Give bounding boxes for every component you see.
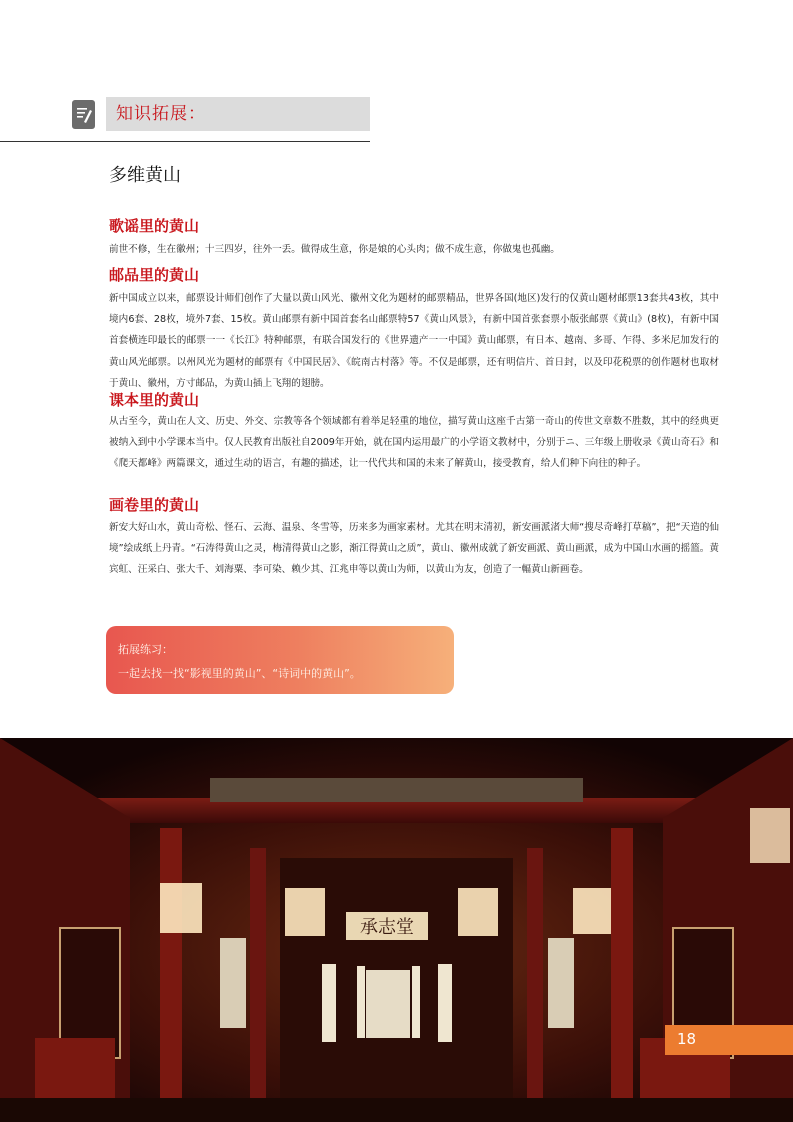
practice-text: 一起去找一找“影视里的黄山”、“诗词中的黄山”。 <box>118 667 361 680</box>
section-title-ballad: 歌谣里的黄山 <box>109 217 200 235</box>
section-title-stamps: 邮品里的黄山 <box>109 266 200 284</box>
section-header-title: 知识拓展： <box>116 104 206 124</box>
section-body-stamps: 新中国成立以来，邮票设计师们创作了大量以黄山风光、徽州文化为题材的邮票精品，世界各国(地区)发行的仅黄山题材邮票13套共43枚，其中境内6套、28枚，境外7套、15枚。黄山邮票有新中国首套名山邮票特57《黄山风景》，有新中国首张套票小版张邮票《黄山》(8枚)，有新中国首套横连印最长的邮票一一《长江》特种邮票，有联合国发行的《世界遗产一一中国》黄山邮票，有日本、越南、多哥、乍得、多米尼加发行的黄山风光邮票。以州风光为题材的邮票有《中国民居》、《皖南古村落》等。不仅是邮票，还有明信片、首日封，以及印花税票的创作题材也取材于黄山、徽州，方寸邮品，为黄山插上飞翔的翅膀。 <box>109 293 719 389</box>
header-divider <box>0 141 370 142</box>
section-body-paintings: 新安大好山水，黄山奇松、怪石、云海、温泉、冬雪等，历来多为画家素材。尤其在明末清初，新安画派渚大师“搜尽奇峰打草稿”，把“天造的仙境”绘成纸上丹青。“石涛得黄山之灵，梅清得黄山之影，渐江得黄山之质”，黄山、徽州成就了新安画派、黄山画派，成为中国山水画的摇篮。黄宾虹、汪采白、张大千、刘海粟、李可染、赖少其、江兆申等以黄山为师，以黄山为友，创造了一輻黄山新画卷。 <box>109 522 719 576</box>
practice-label: 拓展练习： <box>118 643 173 656</box>
pencil-note-icon <box>72 100 95 129</box>
page-title: 多维黄山 <box>109 165 181 186</box>
page-number: 18 <box>677 1030 697 1048</box>
section-title-paintings: 画卷里的黄山 <box>109 496 200 514</box>
section-title-textbooks: 课本里的黄山 <box>109 391 200 409</box>
practice-box <box>106 626 454 694</box>
ancestral-hall-photo <box>0 738 793 1122</box>
section-body-textbooks: 从古至今，黄山在人文、历史、外交、宗教等各个领域都有着举足轻重的地位，描写黄山这座千古第一奇山的传世文章数不胜数，其中的经典更被纳入到中小学课本当中。仅人民教育出版社自2009年开始，就在国内运用最广的小学语文教材中，分别于ニ、三年级上册收录《黄山奇石》和《爬天都峰》两篇课文，通过生动的语言，有趣的描述，让一代代共和国的未来了解黄山，接受教育，给人们种下向往的种子。 <box>109 416 719 470</box>
section-body-ballad: 前世不修，生在徽州；十三四岁，往外一丢。做得成生意，你是娘的心头肉；做不成生意，你做鬼也孤幽。 <box>109 244 560 255</box>
hall-plaque: 承志堂 <box>360 917 414 938</box>
